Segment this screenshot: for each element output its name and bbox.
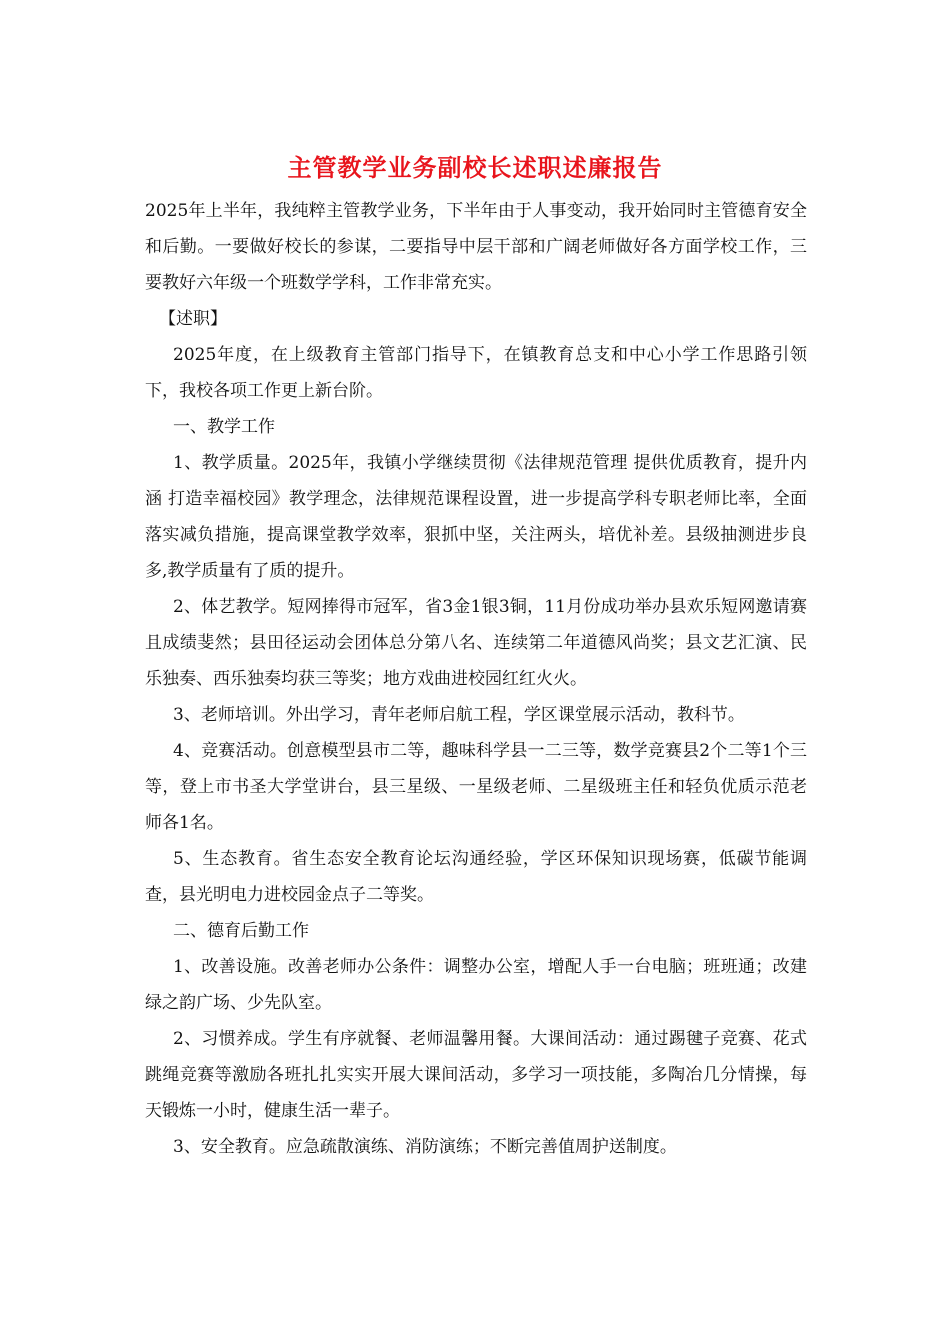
paragraph-safety: 3、安全教育。应急疏散演练、消防演练；不断完善值周护送制度。 (173, 1137, 677, 1157)
section-heading-teaching: 一、教学工作 (173, 417, 275, 437)
document-body (145, 193, 807, 1165)
document-title: 主管教学业务副校长述职述廉报告 (287, 153, 663, 182)
paragraph-facilities: 1、改善设施。改善老师办公条件：调整办公室，增配人手一台电脑；班班通；改建绿之韵广场、少先队室。 (145, 957, 807, 1013)
paragraph-intro: 2025年上半年，我纯粹主管教学业务，下半年由于人事变动，我开始同时主管德育安全和后勤。一要做好校长的参谋，二要指导中层干部和广阔老师做好各方面学校工作，三要教好六年级一个班数学学科，工作非常充实。 (145, 201, 807, 293)
paragraph-eco-education: 5、生态教育。省生态安全教育论坛沟通经验，学区环保知识现场赛，低碳节能调查，县光明电力进校园金点子二等奖。 (145, 849, 807, 905)
paragraph-habits: 2、习惯养成。学生有序就餐、老师温馨用餐。大课间活动：通过踢毽子竞赛、花式跳绳竞赛等激励各班扎扎实实开展大课间活动，多学习一项技能，多陶冶几分情操，每天锻炼一小时，健康生活一辈子。 (145, 1029, 807, 1121)
paragraph-sports-arts: 2、体艺教学。短网捧得市冠军，省3金1银3铜，11月份成功举办县欢乐短网邀请赛且成绩斐然；县田径运动会团体总分第八名、连续第二年道德风尚奖；县文艺汇演、民乐独奏、西乐独奏均获三等奖；地方戏曲进校园红红火火。 (145, 597, 807, 689)
paragraph-overview: 2025年度，在上级教育主管部门指导下，在镇教育总支和中心小学工作思路引领下，我校各项工作更上新台阶。 (145, 345, 807, 401)
section-heading-shuzhi: 【述职】 (159, 309, 227, 329)
paragraph-teacher-training: 3、老师培训。外出学习，青年老师启航工程，学区课堂展示活动，教科节。 (173, 705, 745, 725)
paragraph-competitions: 4、竞赛活动。创意模型县市二等，趣味科学县一二三等，数学竞赛县2个二等1个三等，登上市书圣大学堂讲台，县三星级、一星级老师、二星级班主任和轻负优质示范老师各1名。 (145, 741, 807, 833)
paragraph-teaching-quality: 1、教学质量。2025年，我镇小学继续贯彻《法律规范管理 提供优质教育，提升内涵 打造幸福校园》教学理念，法律规范课程设置，进一步提高学科专职老师比率，全面落实减负措施，提高课堂教学效率，狠抓中坚，关注两头，培优补差。县级抽测进步良多,教学质量有了质的提升。 (145, 453, 807, 581)
section-heading-moral-logistics: 二、德育后勤工作 (173, 921, 309, 941)
